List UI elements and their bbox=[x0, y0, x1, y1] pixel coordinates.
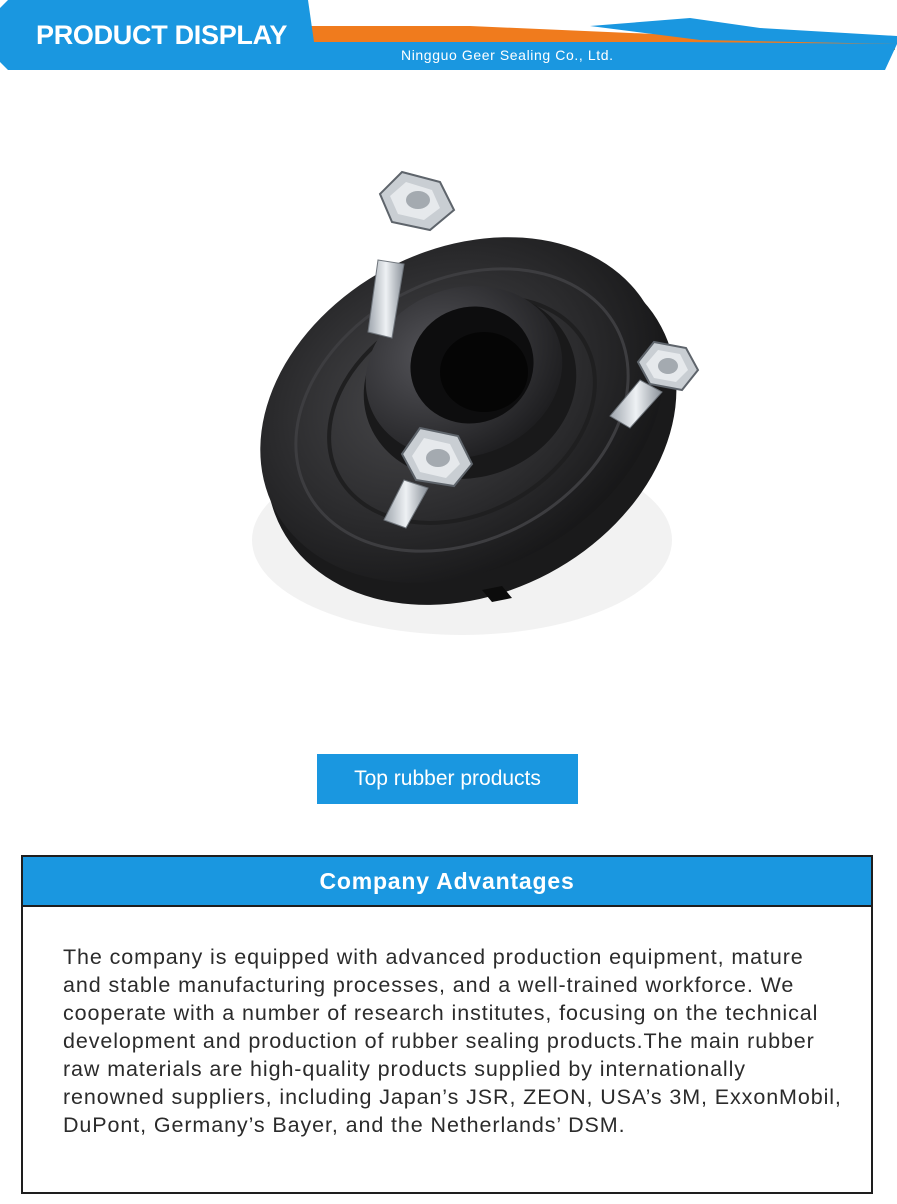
advantages-heading: Company Advantages bbox=[23, 857, 871, 907]
product-caption: Top rubber products bbox=[317, 754, 578, 804]
header-banner bbox=[0, 0, 897, 74]
banner-title: PRODUCT DISPLAY bbox=[36, 20, 288, 50]
advantages-text: The company is equipped with advanced production equipment, mature and stable manufacturing processes, and a well-trained workforce. We cooperate with a number of research institutes, focusing on the technical development and production of rubber sealing products.The main rubber raw materials are high-quality products supplied by internationally renowned suppliers, including Japan’s JSR, ZEON, USA’s 3M, ExxonMobil, DuPont, Germany’s Bayer, and the Netherlands’ DSM. bbox=[63, 945, 842, 1137]
company-name: Ningguo Geer Sealing Co., Ltd. bbox=[401, 47, 614, 63]
company-advantages-panel bbox=[21, 855, 873, 1194]
product-image bbox=[192, 110, 712, 700]
